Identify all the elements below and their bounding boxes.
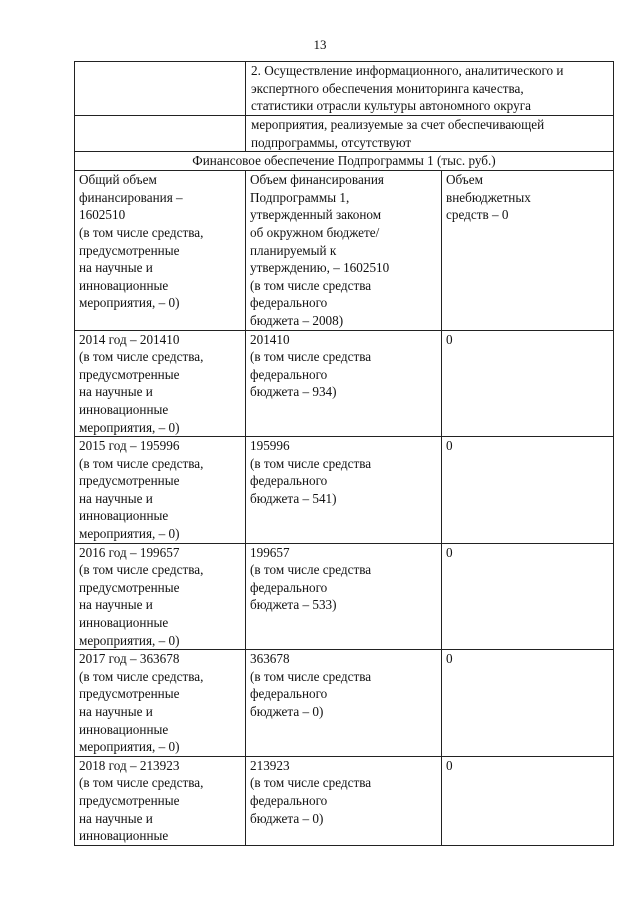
text-line: мероприятия, – 0)	[79, 739, 180, 755]
text-line: федерального	[250, 579, 328, 595]
page-number: 13	[313, 37, 327, 52]
text-line: (в том числе средства,	[79, 668, 204, 684]
text-line: 2014 год – 201410	[79, 331, 180, 347]
text-line: (в том числе средства,	[79, 562, 204, 578]
blank-cell	[75, 116, 246, 152]
year-total-cell	[75, 650, 246, 757]
text-line: предусмотренные	[79, 686, 180, 702]
text-line: (в том числе средства,	[79, 775, 204, 791]
text-line: мероприятия, – 0)	[79, 526, 180, 542]
year-budget-cell	[246, 543, 442, 650]
year-row-2014	[75, 330, 614, 437]
text-line: бюджета – 2008)	[250, 312, 344, 328]
text-line: (в том числе средства	[250, 562, 372, 578]
text-line: бюджета – 0)	[250, 810, 324, 826]
text-line: 201410	[250, 331, 290, 347]
event-description-cell	[246, 62, 614, 116]
text-line: экспертного обеспечения мониторинга качества,	[251, 80, 524, 96]
text-line: на научные и	[79, 384, 153, 400]
year-row-2016	[75, 543, 614, 650]
year-budget-cell	[246, 437, 442, 544]
text-line: федерального	[250, 686, 328, 702]
text-line: 2017 год – 363678	[79, 651, 180, 667]
text-line: (в том числе средства,	[79, 455, 204, 471]
text-line: статистики отрасли культуры автономного округа	[251, 98, 531, 114]
year-row-2017	[75, 650, 614, 757]
text-line: об окружном бюджете/	[250, 224, 380, 240]
budget-financing-head	[246, 171, 442, 330]
total-financing-head	[75, 171, 246, 330]
text-line: (в том числе средства,	[79, 349, 204, 365]
text-line: (в том числе средства	[250, 775, 372, 791]
text-line: инновационные	[79, 828, 169, 844]
text-line: на научные и	[79, 810, 153, 826]
year-extra-cell: 0	[442, 650, 614, 757]
text-line: бюджета – 533)	[250, 597, 337, 613]
text-line: Объем финансирования	[250, 172, 384, 188]
text-line: финансирования –	[79, 189, 183, 205]
text-line: Объем	[446, 172, 483, 188]
text-line: на научные и	[79, 490, 153, 506]
year-total-cell	[75, 756, 246, 845]
text-line: (в том числе средства	[250, 349, 372, 365]
year-row-2018	[75, 756, 614, 845]
text-line: предусмотренные	[79, 473, 180, 489]
year-extra-cell: 0	[442, 330, 614, 437]
text-line: (в том числе средства	[250, 277, 372, 293]
text-line: Подпрограммы 1,	[250, 189, 350, 205]
text-line: на научные и	[79, 260, 153, 276]
text-line: бюджета – 934)	[250, 384, 337, 400]
text-line: 1602510	[79, 207, 126, 223]
text-line: инновационные	[79, 508, 169, 524]
text-line: предусмотренные	[79, 579, 180, 595]
text-line: бюджета – 541)	[250, 490, 337, 506]
text-line: предусмотренные	[79, 366, 180, 382]
year-row-2015	[75, 437, 614, 544]
text-line: подпрограммы, отсутствуют	[251, 134, 412, 150]
table-row	[75, 62, 614, 116]
year-total-cell	[75, 543, 246, 650]
text-line: бюджета – 0)	[250, 704, 324, 719]
text-line: инновационные	[79, 615, 169, 631]
column-heads-row	[75, 171, 614, 330]
year-budget-cell	[246, 330, 442, 437]
text-line: (в том числе средства	[250, 668, 372, 684]
text-line: 2. Осуществление информационного, аналитического и	[251, 63, 564, 78]
text-line: утвержденный законом	[250, 207, 382, 223]
text-line: Общий объем	[79, 172, 157, 188]
text-line: 2016 год – 199657	[79, 544, 180, 560]
blank-cell	[75, 62, 246, 116]
text-line: 199657	[250, 544, 290, 560]
text-line: инновационные	[79, 277, 169, 293]
text-line: предусмотренные	[79, 242, 180, 258]
text-line: (в том числе средства,	[79, 224, 204, 240]
text-line: 363678	[250, 651, 290, 667]
text-line: (в том числе средства	[250, 455, 372, 471]
text-line: мероприятия, – 0)	[79, 295, 180, 311]
text-line: инновационные	[79, 721, 169, 737]
extrabudgetary-head	[442, 171, 614, 330]
text-line: инновационные	[79, 401, 169, 417]
financing-header: Финансовое обеспечение Подпрограммы 1 (тыс. руб.)	[75, 152, 614, 171]
year-total-cell	[75, 437, 246, 544]
text-line: утверждению, – 1602510	[250, 260, 390, 276]
text-line: на научные и	[79, 704, 153, 719]
text-line: на научные и	[79, 597, 153, 613]
text-line: планируемый к	[250, 242, 337, 258]
year-extra-cell: 0	[442, 437, 614, 544]
year-extra-cell: 0	[442, 756, 614, 845]
text-line: внебюджетных	[446, 189, 531, 205]
text-line: мероприятия, – 0)	[79, 419, 180, 435]
year-extra-cell: 0	[442, 543, 614, 650]
table-row	[75, 152, 614, 171]
text-line: предусмотренные	[79, 792, 180, 808]
year-total-cell	[75, 330, 246, 437]
text-line: 2015 год – 195996	[79, 438, 180, 454]
text-line: 213923	[250, 757, 290, 773]
text-line: 195996	[250, 438, 290, 454]
text-line: мероприятия, – 0)	[79, 632, 180, 648]
text-line: 2018 год – 213923	[79, 757, 180, 773]
text-line: средств – 0	[446, 207, 509, 223]
text-line: мероприятия, реализуемые за счет обеспечивающей	[251, 117, 545, 132]
text-line: федерального	[250, 295, 328, 311]
events-note-cell	[246, 116, 614, 152]
financing-table	[74, 61, 614, 846]
text-line: федерального	[250, 473, 328, 489]
year-budget-cell	[246, 650, 442, 757]
text-line: федерального	[250, 792, 328, 808]
table-row	[75, 116, 614, 152]
year-budget-cell	[246, 756, 442, 845]
text-line: федерального	[250, 366, 328, 382]
